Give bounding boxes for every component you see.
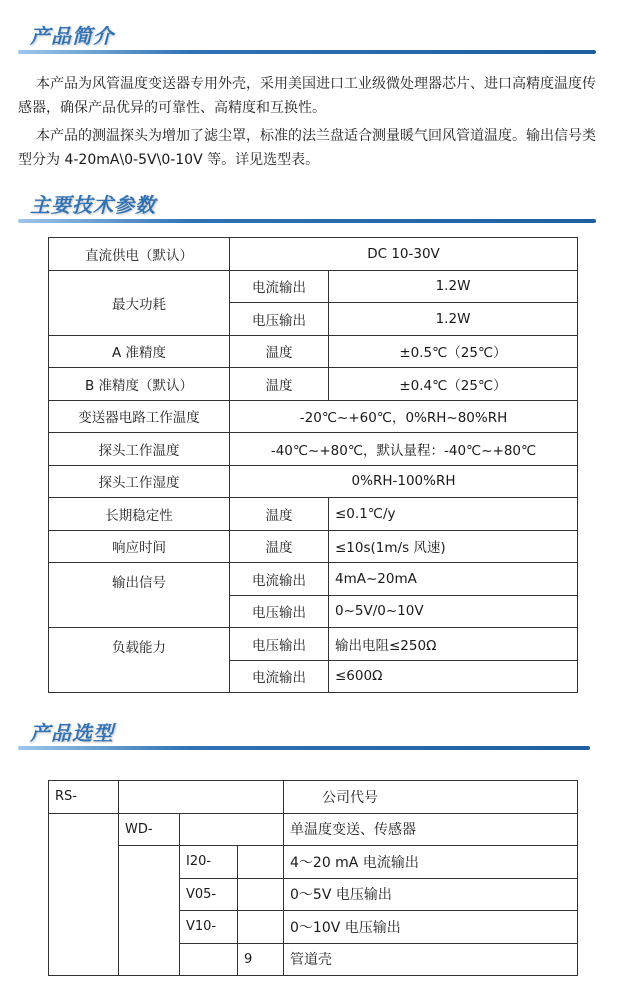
- spec-param: 温度: [230, 335, 329, 368]
- spec-value: ≤0.1℃/y: [329, 498, 578, 531]
- selection-cell-empty: [119, 846, 180, 976]
- spec-label: 探头工作湿度: [49, 465, 230, 498]
- table-row: [49, 846, 578, 879]
- spec-param: 电压输出: [230, 595, 329, 628]
- selection-cell-empty: [119, 781, 284, 814]
- intro-title-underline: [18, 50, 596, 54]
- spec-param: 电流输出: [230, 270, 329, 303]
- selection-desc: 管道壳: [284, 943, 578, 976]
- selection-code: V05-: [180, 878, 238, 911]
- selection-code: WD-: [119, 813, 180, 846]
- spec-label: 直流供电（默认）: [49, 238, 230, 271]
- spec-value: -20℃~+60℃，0%RH~80%RH: [230, 400, 578, 433]
- table-row: [49, 530, 578, 563]
- selection-desc: 4～20 mA 电流输出: [284, 846, 578, 879]
- table-row: [49, 781, 578, 814]
- spec-value: 1.2W: [329, 303, 578, 336]
- table-row: [49, 433, 578, 466]
- specs-title: 主要技术参数: [30, 193, 156, 217]
- selection-desc: 单温度变送、传感器: [284, 813, 578, 846]
- spec-label: 探头工作温度: [49, 433, 230, 466]
- selection-cell-empty: [49, 813, 119, 976]
- selection-desc: 0～5V 电压输出: [284, 878, 578, 911]
- specs-title-underline: [18, 219, 596, 223]
- spec-label: 响应时间: [49, 530, 230, 563]
- selection-cell-empty: [238, 846, 284, 879]
- spec-param: 温度: [230, 530, 329, 563]
- table-row: [49, 270, 578, 303]
- specs-table: [48, 237, 578, 693]
- spec-label: B 准精度（默认）: [49, 368, 230, 401]
- selection-cell-empty: [238, 878, 284, 911]
- spec-label: 变送器电路工作温度: [49, 400, 230, 433]
- spec-label: 最大功耗: [49, 270, 230, 335]
- spec-label: 输出信号: [49, 563, 230, 628]
- spec-value: 0%RH-100%RH: [230, 465, 578, 498]
- spec-value: 输出电阻≤250Ω: [329, 628, 578, 661]
- spec-param: 温度: [230, 498, 329, 531]
- selection-code: V10-: [180, 911, 238, 944]
- spec-value: DC 10-30V: [230, 238, 578, 271]
- spec-param: 电流输出: [230, 563, 329, 596]
- spec-label: A 准精度: [49, 335, 230, 368]
- intro-title: 产品简介: [30, 24, 114, 48]
- selection-code: RS-: [49, 781, 119, 814]
- selection-cell-empty: [180, 943, 238, 976]
- spec-value: -40℃~+80℃，默认量程：-40℃~+80℃: [230, 433, 578, 466]
- table-row: [49, 238, 578, 271]
- table-row: [49, 335, 578, 368]
- selection-code: 9: [238, 943, 284, 976]
- selection-cell-empty: [238, 911, 284, 944]
- spec-value: ±0.5℃（25℃）: [329, 335, 578, 368]
- selection-desc: 公司代号: [284, 781, 578, 814]
- intro-paragraph-1: 本产品为风管温度变送器专用外壳，采用美国进口工业级微处理器芯片、进口高精度温度传感器，确保产品优异的可靠性、高精度和互换性。: [18, 76, 596, 116]
- spec-value: 1.2W: [329, 270, 578, 303]
- selection-cell-empty: [180, 813, 284, 846]
- selection-table: [48, 780, 578, 976]
- spec-param: 电压输出: [230, 303, 329, 336]
- table-row: [49, 563, 578, 596]
- spec-param: 电压输出: [230, 628, 329, 661]
- table-row: [49, 498, 578, 531]
- table-row: [49, 400, 578, 433]
- selection-code: I20-: [180, 846, 238, 879]
- spec-param: 温度: [230, 368, 329, 401]
- spec-param: 电流输出: [230, 660, 329, 693]
- spec-value: ±0.4℃（25℃）: [329, 368, 578, 401]
- spec-value: 0~5V/0~10V: [329, 595, 578, 628]
- table-row: [49, 465, 578, 498]
- selection-title: 产品选型: [30, 721, 114, 745]
- spec-label: 负载能力: [49, 628, 230, 693]
- table-row: [49, 813, 578, 846]
- selection-title-underline: [18, 746, 590, 750]
- table-row: [49, 628, 578, 661]
- intro-paragraph-2: 本产品的测温探头为增加了滤尘罩，标准的法兰盘适合测量暖气回风管道温度。输出信号类型分为 4-20mA\0-5V\0-10V 等。详见选型表。: [18, 128, 596, 168]
- spec-value: ≤600Ω: [329, 660, 578, 693]
- selection-desc: 0～10V 电压输出: [284, 911, 578, 944]
- spec-value: ≤10s(1m/s 风速): [329, 530, 578, 563]
- spec-value: 4mA~20mA: [329, 563, 578, 596]
- spec-label: 长期稳定性: [49, 498, 230, 531]
- table-row: [49, 368, 578, 401]
